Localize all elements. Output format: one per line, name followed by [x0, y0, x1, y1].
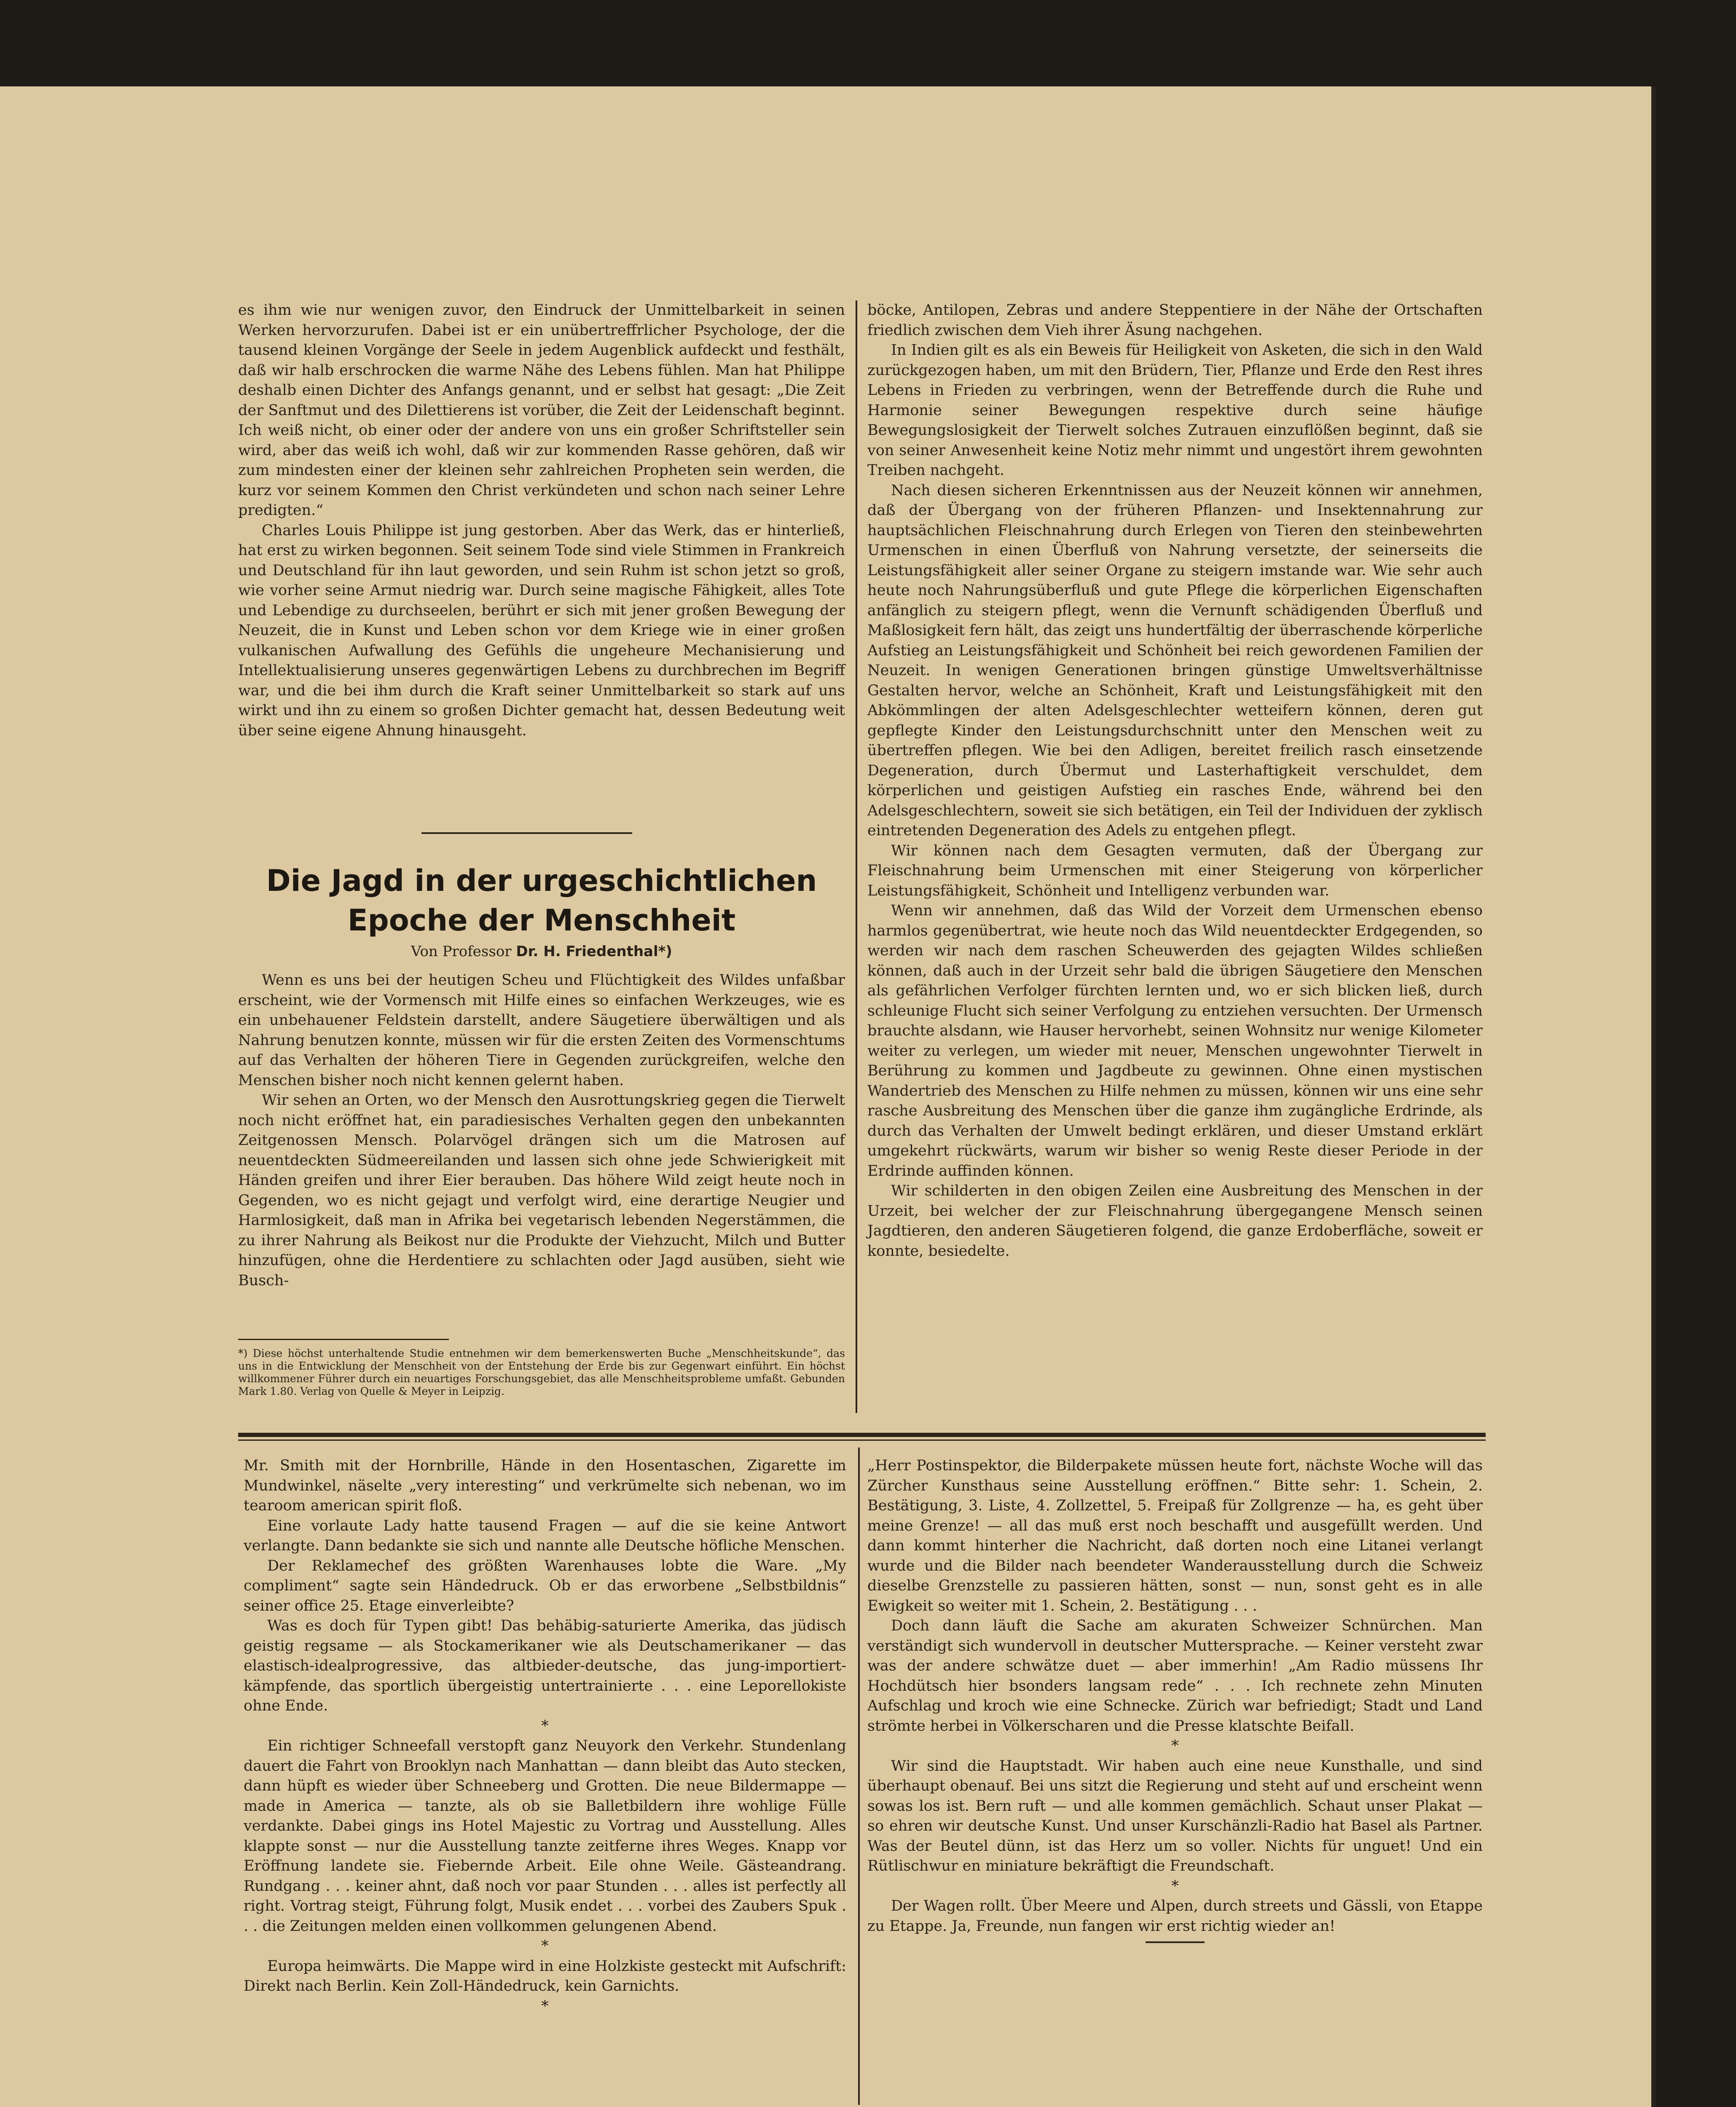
travel-notes-left — [244, 1456, 846, 2016]
paragraph: Der Wagen rollt. Über Meere und Alpen, durch streets und Gässli, von Etappe zu Etappe. Ja, Freunde, nun fangen wir erst richtig wieder an! — [867, 1898, 1483, 1935]
paragraph: Mr. Smith mit der Hornbrille, Hände in den Hosentaschen, Zigarette im Mundwinkel, näselte „very interesting“ und verkrümelte sich nebenan, wo im tearoom american spirit floß. — [244, 1457, 846, 1514]
paragraph: Eine vorlaute Lady hatte tausend Fragen — auf die sie keine Antwort verlangte. Dann bedankte sie sich und nannte alle Deutsche höfliche Menschen. — [244, 1517, 846, 1554]
column-divider-bottom — [858, 1448, 860, 2105]
section-separator — [238, 1433, 1486, 1437]
article-body-right — [867, 300, 1483, 1261]
footnote: *) Diese höchst unterhaltende Studie entnehmen wir dem bemerkenswerten Buche „Menschheitskunde“, das uns in die Entwicklung der Menschheit von der Entstehung der Erde bis zur Gegenwart einführt. Ein höchst willkommener Führer durch ein neuartiges Forschungsgebiet, das alle Menschheitsprobleme umfaßt. Gebunden Mark 1.80. Verlag von Quelle & Meyer in Leipzig. — [238, 1347, 845, 1397]
article-body-left — [238, 970, 845, 1291]
paragraph: Wir sehen an Orten, wo der Mensch den Ausrottungskrieg gegen die Tierwelt noch nicht eröffnet hat, ein paradiesisches Verhalten gegen den unbekannten Zeitgenossen Mensch. Polarvögel drängen sich um die Matrosen auf neuentdeckten Südmeereilanden und lassen sich ohne jede Schwierigkeit mit Händen greifen und ihrer Eier berauben. Das höhere Wild zeigt heute noch in Gegenden, wo es nicht gejagt und verfolgt wird, eine derartige Neugier und Harmlosigkeit, daß man in Afrika bei vegetarisch lebenden Negerstämmen, die zu ihrer Nahrung als Beikost nur die Produkte der Viehzucht, Milch und Butter hinzufügen, ohne die Herdentiere zu schlachten oder Jagd ausüben, sieht wie Busch- — [238, 1092, 845, 1289]
section-star: * — [1171, 1877, 1179, 1895]
paragraph: Nach diesen sicheren Erkenntnissen aus der Neuzeit können wir annehmen, daß der Übergang von der früheren Pflanzen- und Insektennahrung zur hauptsächlichen Fleischnahrung durch Erlegen von Tieren den steinbewehrten Urmenschen in einen Überfluß von Nahrung versetzte, der seinerseits die Leistungsfähigkeit aller seiner Organe zu steigern imstande war. Wie sehr auch heute noch Nahrungsüberfluß und gute Pflege die körperlichen Eigenschaften anfänglich zu steigern pflegt, wenn die Vernunft schädigenden Überfluß und Maßlosigkeit fern hält, das zeigt uns hundertfältig der überraschende körperliche Aufstieg an Leistungsfähigkeit und Schönheit bei reich gewordenen Familien der Neuzeit. In wenigen Generationen bringen günstige Umweltsverhältnisse Gestalten hervor, welche an Schönheit, Kraft und Leistungsfähigkeit mit den Abkömmlingen der alten Adelsgeschlechter wetteifern können, deren gut gepflegte Kinder den Leistungsdurchschnitt unter den Menschen weit zu übertreffen pflegen. Wie bei den Adligen, bereitet freilich rasch einsetzende Degeneration, durch Übermut und Lasterhaftigkeit verschuldet, dem körperlichen und geistigen Aufstieg ein rasches Ende, während bei den Adelsgeschlechtern, soweit sie sich betätigen, ein Teil der Individuen der zyklisch eintretenden Degeneration des Adels zu entgehen pflegt. — [867, 482, 1483, 839]
newspaper-page — [0, 86, 1656, 2107]
paragraph: Wir sind die Hauptstadt. Wir haben auch eine neue Kunsthalle, und sind überhaupt obenauf. Bei uns sitzt die Regierung und steht auf und erscheint wenn sowas los ist. Bern ruft — und alle kommen gemächlich. Schaut unser Plakat — so ehren wir deutsche Kunst. Und unser Kurschänzli-Radio hat Basel als Partner. Was der Beutel dünn, ist das Herz um so voller. Nichts für unguet! Und ein Rütlischwur en miniature bekräftigt die Freundschaft. — [867, 1757, 1483, 1874]
article-headline: Die Jagd in der urgeschichtlichen Epoche der Menschheit — [266, 863, 817, 938]
section-star: * — [541, 1997, 549, 2015]
paragraph: es ihm wie nur wenigen zuvor, den Eindruck der Unmittelbarkeit in seinen Werken hervorzurufen. Dabei ist er ein unübertreffrlicher Psychologe, der die tausend kleinen Vorgänge der Seele in jedem Augenblick aufdeckt und festhält, daß wir halb erschrocken die warme Nähe des Lebens fühlen. Man hat Philippe deshalb einen Dichter des Anfangs genannt, und er selbst hat gesagt: „Die Zeit der Sanftmut und des Dilettierens ist vorüber, die Zeit der Leidenschaft beginnt. Ich weiß nicht, ob einer oder der andere von uns ein großer Schriftsteller sein wird, aber das weiß ich wohl, daß wir zur kommenden Rasse gehören, daß wir zum mindesten einer der kleinen sehr zahlreichen Propheten sein werden, die kurz vor seinem Kommen den Christ verkündeten und schon nach seiner Lehre predigten.“ — [238, 302, 845, 519]
section-star: * — [541, 1717, 549, 1734]
paragraph: Europa heimwärts. Die Mappe wird in eine Holzkiste gesteckt mit Aufschrift: Direkt nach Berlin. Kein Zoll-Händedruck, kein Garnichts. — [244, 1957, 846, 1994]
column-divider-top — [856, 300, 857, 1413]
section-star: * — [1171, 1737, 1179, 1754]
paragraph: Charles Louis Philippe ist jung gestorben. Aber das Werk, das er hinterließ, hat erst zu wirken begonnen. Seit seinem Tode sind viele Stimmen in Frankreich und Deutschland für ihn laut geworden, und sein Ruhm ist schon jetzt so groß, wie vorher seine Armut niedrig war. Durch seine magische Fähigkeit, alles Tote und Lebendige zu durchseelen, berührt er sich mit jener großen Bewegung der Neuzeit, die in Kunst und Leben schon vor dem Kriege wie in einer großen vulkanischen Aufwallung des Gefühls die ungeheure Mechanisierung und Intellektualisierung unseres gegenwärtigen Lebens zu durchbrechen im Begriff war, und die bei ihm durch die Kraft seiner Unmittelbarkeit so stark auf uns wirkt und ihn zu einem so großen Dichter gemacht hat, dessen Bedeutung weit über seine eigene Ahnung hinausgeht. — [238, 522, 845, 739]
paragraph: Doch dann läuft die Sache am akuraten Schweizer Schnürchen. Man verständigt sich wundervoll in deutscher Muttersprache. — Keiner versteht zwar was der andere schwätze duet — aber immerhin! „Am Radio müssens Ihr Hochdütsch hier bsonders langsam rede“ . . . Ich rechnete zehn Minuten Aufschlag und kroch wie eine Schnecke. Zürich war befriedigt; Stadt und Land strömte herbei in Völkerscharen und die Presse klatschte Beifall. — [867, 1617, 1483, 1734]
section-divider — [421, 832, 632, 834]
section-star: * — [541, 1938, 549, 1954]
end-dash — [1146, 1941, 1205, 1943]
paragraph: Wenn wir annehmen, daß das Wild der Vorzeit dem Urmenschen ebenso harmlos gegenübertrat, wie heute noch das Wild neuentdeckter Erdgegenden, so werden wir nach dem raschen Scheuwerden des gejagten Wildes schließen können, daß auch in der Urzeit sehr bald die übrigen Säugetiere den Menschen als gefährlichen Verfolger fürchten lernten und, wo er sich blicken ließ, durch schleunige Flucht sich seiner Verfolgung zu entziehen versuchten. Der Urmensch brauchte alsdann, wie Hauser hervorhebt, seinen Wohnsitz nur wenige Kilometer weiter zu verlegen, um wieder mit neuer, Menschen ungewohnter Tierwelt in Berührung zu kommen und Jagdbeute zu gewinnen. Ohne einen mystischen Wandertrieb des Menschen zu Hilfe nehmen zu müssen, können wir uns eine sehr rasche Ausbreitung des Menschen über die ganze ihm zugängliche Erdrinde, als durch das Verhalten der Umwelt bedingt erklären, und dieser Umstand erklärt umgekehrt rückwärts, warum wir bisher so wenig Reste dieser Periode in der Erdrinde auffinden können. — [867, 902, 1483, 1179]
paragraph: Ein richtiger Schneefall verstopft ganz Neuyork den Verkehr. Stundenlang dauert die Fahrt von Brooklyn nach Manhattan — dann bleibt das Auto stecken, dann hüpft es wieder über Schneeberg und Grotten. Die neue Bildermappe — made in America — tanzte, als ob sie Balletbildern ihre wohlige Fülle verdankte. Dabei gings ins Hotel Majestic zu Vortrag und Ausstellung. Alles klappte sonst — nur die Ausstellung tanzte zeitferne ihres Weges. Knapp vor Eröffnung landete sie. Fiebernde Arbeit. Eile ohne Weile. Gästeandrang. Rundgang . . . keiner ahnt, daß noch vor paar Stunden . . . alles ist perfectly all right. Vortrag steigt, Führung folgt, Musik endet . . . vorbei des Zaubers Spuk . . . die Zeitungen melden einen vollkommen gelungenen Abend. — [244, 1737, 846, 1935]
footnote-divider — [238, 1339, 449, 1340]
byline-author: Dr. H. Friedenthal*) — [516, 943, 672, 960]
paragraph: böcke, Antilopen, Zebras und andere Steppentiere in der Nähe der Ortschaften friedlich zwischen dem Vieh ihrer Äsung nachgehen. — [867, 302, 1483, 339]
travel-notes-right — [867, 1456, 1483, 1943]
article-continuation-philippe — [238, 300, 845, 741]
paragraph: In Indien gilt es als ein Beweis für Heiligkeit von Asketen, die sich in den Wald zurückgezogen haben, um mit den Brüdern, Tier, Pflanze und Erde den Rest ihres Lebens in Frieden zu verbringen, wenn der Betreffende durch die Ruhe und Harmonie seiner Bewegungen respektive durch seine häufige Bewegungslosigkeit der Tierwelt solches Zutrauen einzuflößen beginnt, daß sie von seiner Anwesenheit keine Notiz mehr nimmt und ungestört ihrem gewohnten Treiben nachgeht. — [867, 342, 1483, 479]
paragraph: Wenn es uns bei der heutigen Scheu und Flüchtigkeit des Wildes unfaßbar erscheint, wie der Vormensch mit Hilfe eines so einfachen Werkzeuges, wie es ein unbehauener Feldstein darstellt, andere Säugetiere überwältigen und als Nahrung benutzen konnte, müssen wir für die ersten Zeiten des Vormenschtums auf das Verhalten der höheren Tiere in Gegenden zurückgreifen, welche den Menschen bisher noch nicht kennen gelernt haben. — [238, 972, 845, 1089]
paragraph: „Herr Postinspektor, die Bilderpakete müssen heute fort, nächste Woche will das Zürcher Kunsthaus seine Ausstellung eröffnen.“ Bitte sehr: 1. Schein, 2. Bestätigung, 3. Liste, 4. Zollzettel, 5. Freipaß für Zollgrenze — ha, es geht über meine Grenze! — all das muß erst noch beschafft und ausgefüllt werden. Und dann kommt hinterher die Nachricht, daß dorten noch eine Litanei verlangt wurde und die Bilder nach beendeter Wanderausstellung durch die Schweiz dieselbe Grenzstelle zu passieren hätten, sonst — nun, sonst geht es in alle Ewigkeit so weiter mit 1. Schein, 2. Bestätigung . . . — [867, 1457, 1483, 1614]
byline-prefix: Von Professor — [411, 943, 512, 960]
paragraph: Was es doch für Typen gibt! Das behäbig-saturierte Amerika, das jüdisch geistig regsame — als Stockamerikaner wie als Deutschamerikaner — das elastisch-idealprogressive, das altbieder-deutsche, das jung-importiert-kämpfende, das sportlich übergeistig untertrainierte . . . eine Leporellokiste ohne Ende. — [244, 1617, 846, 1714]
paragraph: Wir können nach dem Gesagten vermuten, daß der Übergang zur Fleischnahrung beim Urmenschen mit einer Steigerung von körperlicher Leistungsfähigkeit, Schönheit und Intelligenz verbunden war. — [867, 842, 1483, 899]
article-byline — [238, 943, 845, 960]
section-separator-thin — [238, 1440, 1486, 1441]
paragraph: Wir schilderten in den obigen Zeilen eine Ausbreitung des Menschen in der Urzeit, bei welcher der zur Fleischnahrung übergegangene Mensch seinen Jagdtieren, den anderen Säugetieren folgend, die ganze Erdoberfläche, soweit er konnte, besiedelte. — [867, 1182, 1483, 1260]
paragraph: Der Reklamechef des größten Warenhauses lobte die Ware. „My compliment“ sagte sein Händedruck. Ob er das erworbene „Selbstbildnis“ seiner office 25. Etage einverleibte? — [244, 1557, 846, 1614]
